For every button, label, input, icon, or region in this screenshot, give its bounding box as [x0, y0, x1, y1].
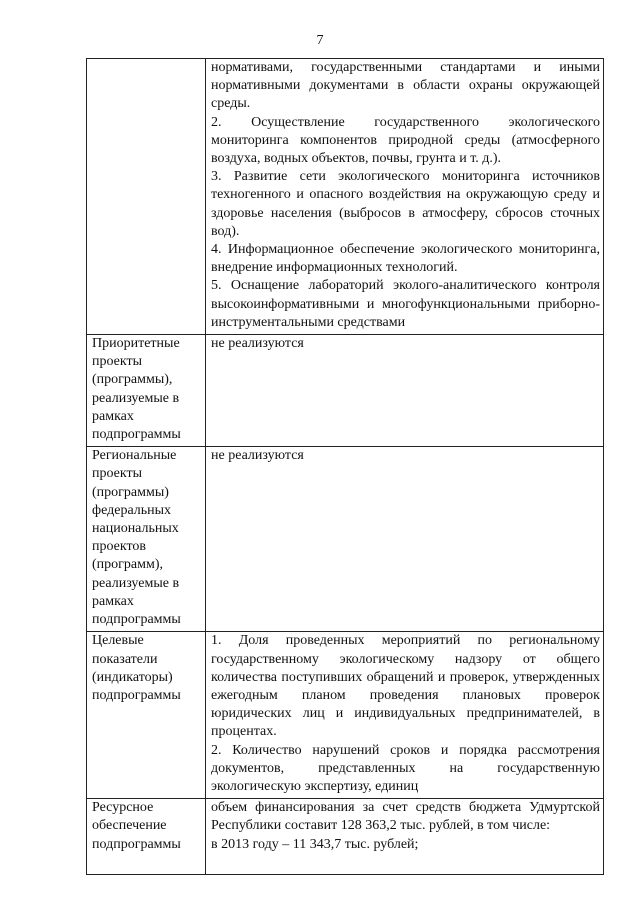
content-paragraph: 5. Оснащение лабораторий эколого-аналитического контроля высокоинформативными и многофункциональными приборно-инструментальными средствами	[211, 278, 600, 330]
row-label: Региональные проекты (программы) федеральных национальных проектов (программ), реализуемые в рамках подпрограммы	[87, 447, 206, 632]
content-paragraph: 2. Количество нарушений сроков и порядка рассмотрения документов, представленных на государственную экологическую экспертизу, единиц	[211, 742, 600, 794]
row-label: Приоритетные проекты (программы), реализуемые в рамках подпрограммы	[87, 335, 206, 447]
content-paragraph: 3. Развитие сети экологического мониторинга источников техногенного и опасного воздействия на окружающую среду и здоровье населения (выбросов в атмосферу, сбросов сточных вод).	[211, 169, 600, 239]
row-label: Ресурсное обеспечение подпрограммы	[87, 799, 206, 875]
row-label: Целевые показатели (индикаторы) подпрограммы	[87, 632, 206, 799]
content-paragraph: нормативами, государственными стандартами и иными нормативными документами в области охраны окружающей среды.	[211, 60, 600, 112]
subprogram-passport-table	[86, 58, 604, 875]
page-number: 7	[316, 33, 324, 48]
content-paragraph: не реализуются	[211, 336, 304, 352]
content-paragraph: 4. Информационное обеспечение экологического мониторинга, внедрение информационных технологий.	[211, 242, 600, 276]
content-paragraph: 1. Доля проведенных мероприятий по региональному государственному экологическому надзору от общего количества поступивших обращений и проверок, утвержденных ежегодным планом проведения плановых проверок юридических лиц и индивидуальных предпринимателей, в процентах.	[211, 633, 600, 740]
table-row	[87, 632, 604, 799]
content-paragraph: в 2013 году – 11 343,7 тыс. рублей;	[211, 836, 419, 852]
row-content	[206, 632, 604, 799]
row-label	[87, 59, 206, 335]
table-row	[87, 335, 604, 447]
row-content	[206, 447, 604, 632]
table-row	[87, 59, 604, 335]
row-content	[206, 59, 604, 335]
content-paragraph: 2. Осуществление государственного экологического мониторинга компонентов природной среды (атмосферного воздуха, водных объектов, почвы, грунта и т. д.).	[211, 114, 600, 167]
content-paragraph: не реализуются	[211, 448, 304, 464]
row-content	[206, 335, 604, 447]
table-row	[87, 447, 604, 632]
content-paragraph: объем финансирования за счет средств бюджета Удмуртской Республики составит 128 363,2 тыс. рублей, в том числе:	[211, 800, 600, 834]
row-content	[206, 799, 604, 875]
table-row	[87, 799, 604, 875]
